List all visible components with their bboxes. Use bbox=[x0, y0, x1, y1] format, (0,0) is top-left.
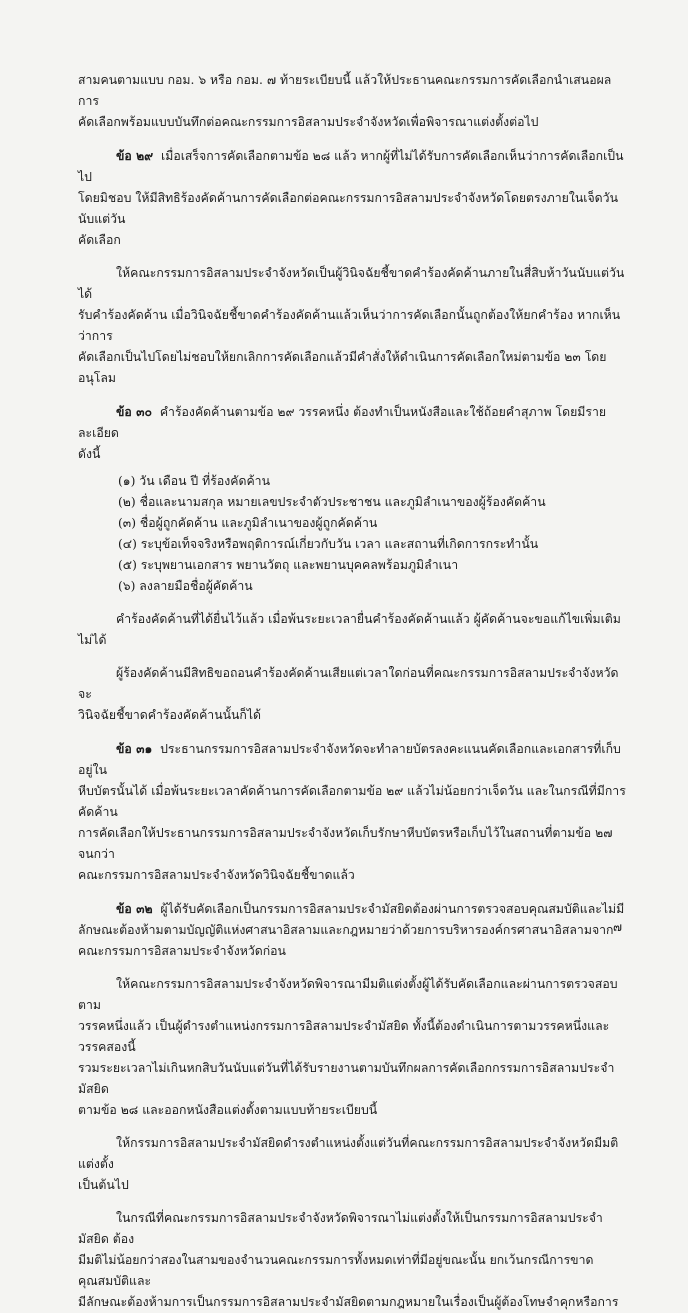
text-line: มีมติไม่น้อยกว่าสองในสามของจำนวนคณะกรรมการทั้งหมดเท่าที่มีอยู่ขณะนั้น ยกเว้นกรณีการขาดคุณสมบัติและ bbox=[78, 1253, 594, 1288]
paragraph-amend bbox=[78, 609, 628, 651]
list-item: (๑) วัน เดือน ปี ที่ร้องคัดค้าน bbox=[118, 474, 270, 488]
text-line: วรรคหนึ่งแล้ว เป็นผู้ดำรงตำแหน่งกรรมการอิสลามประจำมัสยิด ทั้งนี้ต้องดำเนินการตามวรรคหนึ่งและวรรคสองนี้ bbox=[78, 1019, 610, 1054]
text-line: คัดเลือกพร้อมแบบบันทึกต่อคณะกรรมการอิสลามประจำจังหวัดเพื่อพิจารณาแต่งตั้งต่อไป bbox=[78, 115, 539, 129]
text-line: รวมระยะเวลาไม่เกินหกสิบวันนับแต่วันที่ได้รับรายงานตามบันทึกผลการคัดเลือกกรรมการอิสลามประจำมัสยิด bbox=[78, 1061, 615, 1096]
clause-heading: ข้อ ๓๑ bbox=[116, 741, 153, 756]
text-line: คัดเลือก bbox=[78, 233, 121, 247]
text-line: โดยมิชอบ ให้มีสิทธิร้องคัดค้านการคัดเลือกต่อคณะกรรมการอิสลามประจำจังหวัดโดยตรงภายในเจ็ดวันนับแต่วัน bbox=[78, 191, 618, 226]
list-item: (๔) ระบุข้อเท็จจริงหรือพฤติการณ์เกี่ยวกับวัน เวลา และสถานที่เกิดการกระทำนั้น bbox=[118, 537, 539, 551]
page-number: ๗ bbox=[612, 920, 622, 934]
text-line: การคัดเลือกให้ประธานกรรมการอิสลามประจำจังหวัดเก็บรักษาหีบบัตรหรือเก็บไว้ในสถานที่ตามข้อ ๒๗ จนกว่า bbox=[78, 826, 613, 861]
text-line: คำร้องคัดค้านตามข้อ ๒๙ วรรคหนึ่ง ต้องทำเป็นหนังสือและใช้ถ้อยคำสุภาพ โดยมีรายละเอียด bbox=[78, 405, 607, 440]
text-line: ในกรณีที่คณะกรรมการอิสลามประจำจังหวัดพิจารณาไม่แต่งตั้งให้เป็นกรรมการอิสลามประจำมัสยิด ต้อง bbox=[78, 1211, 603, 1246]
text-line: คัดเลือกเป็นไปโดยไม่ชอบให้ยกเลิกการคัดเลือกแล้วมีคำสั่งให้ดำเนินการคัดเลือกใหม่ตามข้อ ๒๓ โดยอนุโลม bbox=[78, 350, 607, 385]
text-line: ลักษณะต้องห้ามตามบัญญัติแห่งศาสนาอิสลามและกฎหมายว่าด้วยการบริหารองค์กรศาสนาอิสลามจาก bbox=[78, 923, 614, 937]
text-line: สามคนตามแบบ กอม. ๖ หรือ กอม. ๗ ท้ายระเบียบนี้ แล้วให้ประธานคณะกรรมการคัดเลือกนำเสนอผลการ bbox=[78, 73, 612, 108]
text-line: ผู้ได้รับคัดเลือกเป็นกรรมการอิสลามประจำมัสยิดต้องผ่านการตรวจสอบคุณสมบัติและไม่มี bbox=[160, 902, 625, 916]
list-item: (๓) ชื่อผู้ถูกคัดค้าน และภูมิลำเนาของผู้ถูกคัดค้าน bbox=[118, 516, 378, 530]
text-line: ตามข้อ ๒๘ และออกหนังสือแต่งตั้งตามแบบท้ายระเบียบนี้ bbox=[78, 1103, 378, 1117]
text-line: ให้คณะกรรมการอิสลามประจำจังหวัดเป็นผู้วินิจฉัยชี้ขาดคำร้องคัดค้านภายในสี่สิบห้าวันนับแต่วันได้ bbox=[78, 266, 625, 301]
text-line: ให้คณะกรรมการอิสลามประจำจังหวัดพิจารณามีมติแต่งตั้งผู้ได้รับคัดเลือกและผ่านการตรวจสอบตาม bbox=[78, 977, 618, 1012]
text-line: หีบบัตรนั้นได้ เมื่อพ้นระยะเวลาคัดค้านการคัดเลือกตามข้อ ๒๙ แล้วไม่น้อยกว่าเจ็ดวัน และในกรณีที่มีการคัดค้าน bbox=[78, 784, 626, 819]
list-item: (๕) ระบุพยานเอกสาร พยานวัตถุ และพยานบุคคลพร้อมภูมิลำเนา bbox=[118, 558, 459, 572]
clause-heading: ข้อ ๓๐ bbox=[116, 404, 152, 419]
text-line: วินิจฉัยชี้ขาดคำร้องคัดค้านนั้นก็ได้ bbox=[78, 708, 262, 722]
clause-30-list bbox=[78, 471, 628, 597]
list-item: (๒) ชื่อและนามสกุล หมายเลขประจำตัวประชาชน และภูมิลำเนาของผู้ร้องคัดค้าน bbox=[118, 495, 546, 509]
clause-31 bbox=[78, 738, 628, 886]
clause-heading: ข้อ ๓๒ bbox=[116, 901, 153, 916]
text-line: คำร้องคัดค้านที่ได้ยื่นไว้แล้ว เมื่อพ้นระยะเวลายื่นคำร้องคัดค้านแล้ว ผู้คัดค้านจะขอแก้ไขเพิ่มเติมไม่ได้ bbox=[78, 612, 621, 647]
clause-32 bbox=[78, 898, 628, 962]
text-line: เมื่อเสร็จการคัดเลือกตามข้อ ๒๘ แล้ว หากผู้ที่ไม่ได้รับการคัดเลือกเห็นว่าการคัดเลือกเป็นไป bbox=[78, 149, 624, 184]
text-line: รับคำร้องคัดค้าน เมื่อวินิจฉัยชี้ขาดคำร้องคัดค้านแล้วเห็นว่าการคัดเลือกนั้นถูกต้องให้ยกคำร้อง หากเห็นว่าการ bbox=[78, 308, 621, 343]
clause-heading: ข้อ ๒๙ bbox=[116, 148, 154, 163]
text-line: เป็นต้นไป bbox=[78, 1178, 129, 1192]
text-line: มีลักษณะต้องห้ามการเป็นกรรมการอิสลามประจำมัสยิดตามกฎหมายในเรื่องเป็นผู้ต้องโทษจำคุกหรือการ bbox=[78, 1295, 619, 1309]
text-line: ให้กรรมการอิสลามประจำมัสยิดดำรงตำแหน่งตั้งแต่วันที่คณะกรรมการอิสลามประจำจังหวัดมีมติแต่งตั้ง bbox=[78, 1136, 619, 1171]
list-item: (๖) ลงลายมือชื่อผู้คัดค้าน bbox=[118, 579, 253, 593]
paragraph-29-ruling bbox=[78, 263, 628, 389]
clause-29 bbox=[78, 145, 628, 251]
text-line: ประธานกรรมการอิสลามประจำจังหวัดจะทำลายบัตรลงคะแนนคัดเลือกและเอกสารที่เก็บอยู่ใน bbox=[78, 742, 621, 777]
paragraph-continuation bbox=[78, 70, 628, 133]
text-line: คณะกรรมการอิสลามประจำจังหวัดวินิจฉัยชี้ขาดแล้ว bbox=[78, 868, 355, 882]
paragraph-appointment bbox=[78, 974, 628, 1121]
paragraph-withdraw bbox=[78, 663, 628, 726]
paragraph-term-start bbox=[78, 1133, 628, 1196]
text-line: คณะกรรมการอิสลามประจำจังหวัดก่อน bbox=[78, 944, 286, 958]
text-line: ดังนี้ bbox=[78, 447, 101, 461]
paragraph-non-appointment bbox=[78, 1208, 628, 1313]
clause-30 bbox=[78, 401, 628, 465]
text-line: ผู้ร้องคัดค้านมีสิทธิขอถอนคำร้องคัดค้านเสียแต่เวลาใดก่อนที่คณะกรรมการอิสลามประจำจังหวัดจะ bbox=[78, 666, 619, 701]
